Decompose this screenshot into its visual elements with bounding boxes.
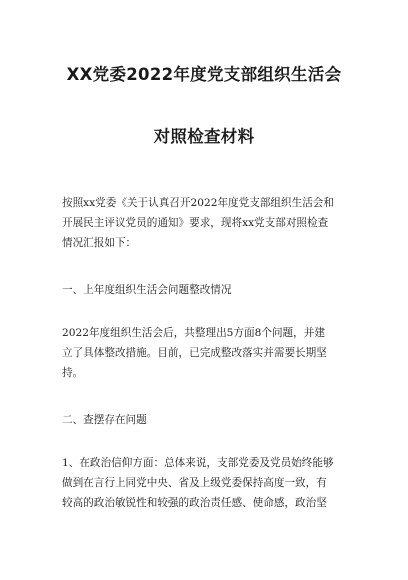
section2-item1-line: 1、在政治信仰方面：总体来说，支部党委及党员始终能够 [62, 457, 334, 469]
intro-line: 按照xx党委《关于认真召开2022年度党支部组织生活会和 [62, 197, 334, 209]
section2-item1-line: 做到在言行上同党中央、省及上级党委保持高度一致，有 [62, 477, 327, 489]
section1-line: 持。 [62, 367, 84, 379]
intro-line: 情况汇报如下： [62, 237, 137, 249]
intro-paragraph [62, 193, 346, 253]
section1-line: 2022年度组织生活会后，共整理出5方面8个问题，并建 [62, 327, 325, 339]
document-title-line1: XX党委2022年度党支部组织生活会 [66, 65, 342, 84]
intro-line: 开展民主评议党员的通知》要求，现将xx党支部对照检查 [62, 217, 329, 229]
document-title-line2: 对照检查材料 [153, 127, 255, 146]
section2-heading: 二、查摆存在问题 [62, 414, 147, 426]
section1-paragraph [62, 323, 346, 383]
section1-heading: 一、上年度组织生活会问题整改情况 [62, 284, 232, 296]
section2-item1-paragraph [62, 453, 346, 513]
section2-item1-line: 较高的政治敏锐性和较强的政治责任感、使命感，政治坚 [62, 497, 327, 509]
section1-line: 立了具体整改措施。目前，已完成整改落实并需要长期坚 [62, 347, 327, 359]
